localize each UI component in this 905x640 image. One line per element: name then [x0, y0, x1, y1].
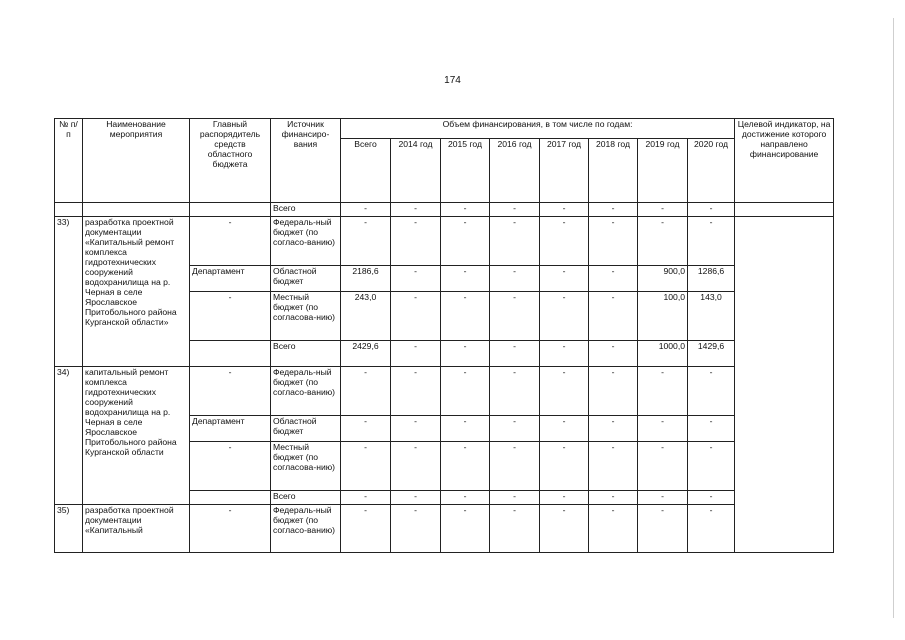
cell-name: разработка проектной документации «Капитальный ремонт комплекса гидротехнических сооружений водохранилища на р. Черная в селе Ярославское Притобольного района Курганской области»	[83, 217, 190, 367]
cell-value: -	[391, 292, 441, 341]
cell-value: -	[341, 217, 391, 266]
cell-manager	[190, 203, 271, 217]
cell-indicator	[735, 217, 834, 553]
cell-manager	[190, 341, 271, 367]
cell-value: -	[490, 367, 540, 416]
cell-value: -	[638, 416, 688, 442]
cell-value: 2429,6	[341, 341, 391, 367]
cell-value: -	[638, 491, 688, 505]
cell-num: 33)	[55, 217, 83, 367]
cell-value: -	[540, 341, 589, 367]
cell-value: -	[540, 266, 589, 292]
cell-value: -	[391, 203, 441, 217]
cell-value: -	[490, 217, 540, 266]
table-row	[55, 367, 834, 416]
header-year: 2015 год	[441, 139, 490, 203]
cell-manager: Департамент	[190, 266, 271, 292]
cell-value: -	[540, 505, 589, 553]
cell-source: Местный бюджет (по согласова-нию)	[271, 292, 341, 341]
cell-value: -	[490, 292, 540, 341]
page-edge-line	[893, 18, 894, 618]
cell-value: -	[589, 203, 638, 217]
cell-value: -	[441, 217, 490, 266]
cell-value: -	[589, 505, 638, 553]
cell-value: -	[341, 505, 391, 553]
cell-value: -	[490, 442, 540, 491]
cell-name: разработка проектной документации «Капитальный	[83, 505, 190, 553]
header-year: 2014 год	[391, 139, 441, 203]
cell-value: -	[490, 491, 540, 505]
header-indicator: Целевой индикатор, на достижение которого направлено финансирование	[735, 119, 834, 203]
cell-value: 1286,6	[688, 266, 735, 292]
cell-value: -	[391, 217, 441, 266]
cell-value: -	[540, 292, 589, 341]
cell-value: -	[490, 203, 540, 217]
cell-value: -	[589, 367, 638, 416]
cell-source: Федераль-ный бюджет (по согласо-ванию)	[271, 505, 341, 553]
header-source: Источник финансиро-вания	[271, 119, 341, 203]
cell-value: -	[688, 367, 735, 416]
cell-value: -	[441, 341, 490, 367]
cell-value: 100,0	[638, 292, 688, 341]
cell-value: -	[638, 442, 688, 491]
cell-value: -	[391, 491, 441, 505]
cell-value: -	[688, 505, 735, 553]
cell-value: -	[341, 203, 391, 217]
cell-source: Всего	[271, 203, 341, 217]
header-year: 2019 год	[638, 139, 688, 203]
table-row	[55, 217, 834, 266]
cell-value: -	[540, 203, 589, 217]
cell-source: Всего	[271, 491, 341, 505]
cell-value: -	[638, 367, 688, 416]
cell-value: -	[441, 367, 490, 416]
cell-value: -	[540, 416, 589, 442]
cell-value: -	[589, 341, 638, 367]
cell-manager: -	[190, 442, 271, 491]
cell-value: -	[589, 292, 638, 341]
cell-manager	[190, 491, 271, 505]
cell-value: -	[688, 203, 735, 217]
cell-source: Федераль-ный бюджет (по согласо-ванию)	[271, 367, 341, 416]
header-volume: Объем финансирования, в том числе по годам:	[341, 119, 735, 139]
cell-num	[55, 203, 83, 217]
cell-value: -	[589, 491, 638, 505]
cell-value: -	[490, 416, 540, 442]
cell-value: -	[540, 442, 589, 491]
cell-value: 900,0	[638, 266, 688, 292]
cell-value: -	[441, 266, 490, 292]
header-year: 2016 год	[490, 139, 540, 203]
cell-value: -	[441, 416, 490, 442]
header-total: Всего	[341, 139, 391, 203]
cell-value: -	[441, 491, 490, 505]
cell-value: -	[490, 341, 540, 367]
cell-value: 243,0	[341, 292, 391, 341]
cell-value: -	[341, 491, 391, 505]
cell-source: Местный бюджет (по согласова-нию)	[271, 442, 341, 491]
cell-value: -	[589, 442, 638, 491]
header-year: 2018 год	[589, 139, 638, 203]
cell-value: -	[490, 505, 540, 553]
cell-manager: -	[190, 217, 271, 266]
cell-value: -	[540, 491, 589, 505]
cell-value: -	[589, 217, 638, 266]
cell-manager: Департамент	[190, 416, 271, 442]
cell-value: -	[490, 266, 540, 292]
cell-manager: -	[190, 292, 271, 341]
cell-value: -	[638, 217, 688, 266]
cell-num: 35)	[55, 505, 83, 553]
cell-value: 2186,6	[341, 266, 391, 292]
cell-source: Областной бюджет	[271, 266, 341, 292]
cell-value: -	[341, 416, 391, 442]
header-year: 2020 год	[688, 139, 735, 203]
cell-value: -	[441, 292, 490, 341]
cell-value: -	[540, 367, 589, 416]
table-row	[55, 203, 834, 217]
cell-source: Федераль-ный бюджет (по согласо-ванию)	[271, 217, 341, 266]
cell-value: -	[638, 505, 688, 553]
cell-value: 143,0	[688, 292, 735, 341]
cell-value: -	[688, 416, 735, 442]
cell-num: 34)	[55, 367, 83, 505]
cell-value: -	[391, 505, 441, 553]
cell-value: -	[391, 341, 441, 367]
cell-value: -	[391, 266, 441, 292]
cell-name: капитальный ремонт комплекса гидротехнических сооружений водохранилища на р. Черная в селе Ярославское Притобольного района Курганской области	[83, 367, 190, 505]
header-year: 2017 год	[540, 139, 589, 203]
cell-indicator	[735, 203, 834, 217]
cell-value: -	[441, 203, 490, 217]
header-manager: Главный распорядитель средств областного бюджета	[190, 119, 271, 203]
cell-value: 1429,6	[688, 341, 735, 367]
cell-value: -	[441, 505, 490, 553]
cell-source: Всего	[271, 341, 341, 367]
header-name: Наименование мероприятия	[83, 119, 190, 203]
cell-value: -	[391, 442, 441, 491]
cell-name	[83, 203, 190, 217]
header-num: № п/п	[55, 119, 83, 203]
cell-value: -	[589, 266, 638, 292]
cell-value: -	[391, 416, 441, 442]
cell-value: -	[540, 217, 589, 266]
cell-value: -	[341, 367, 391, 416]
cell-value: -	[688, 217, 735, 266]
cell-value: -	[638, 203, 688, 217]
cell-source: Областной бюджет	[271, 416, 341, 442]
cell-value: 1000,0	[638, 341, 688, 367]
cell-value: -	[688, 491, 735, 505]
cell-value: -	[589, 416, 638, 442]
header-row-top	[55, 119, 834, 139]
cell-value: -	[341, 442, 391, 491]
cell-manager: -	[190, 367, 271, 416]
financing-table	[54, 118, 834, 553]
cell-value: -	[391, 367, 441, 416]
table-row	[55, 505, 834, 553]
cell-manager: -	[190, 505, 271, 553]
cell-value: -	[688, 442, 735, 491]
page-number: 174	[444, 75, 461, 86]
cell-value: -	[441, 442, 490, 491]
